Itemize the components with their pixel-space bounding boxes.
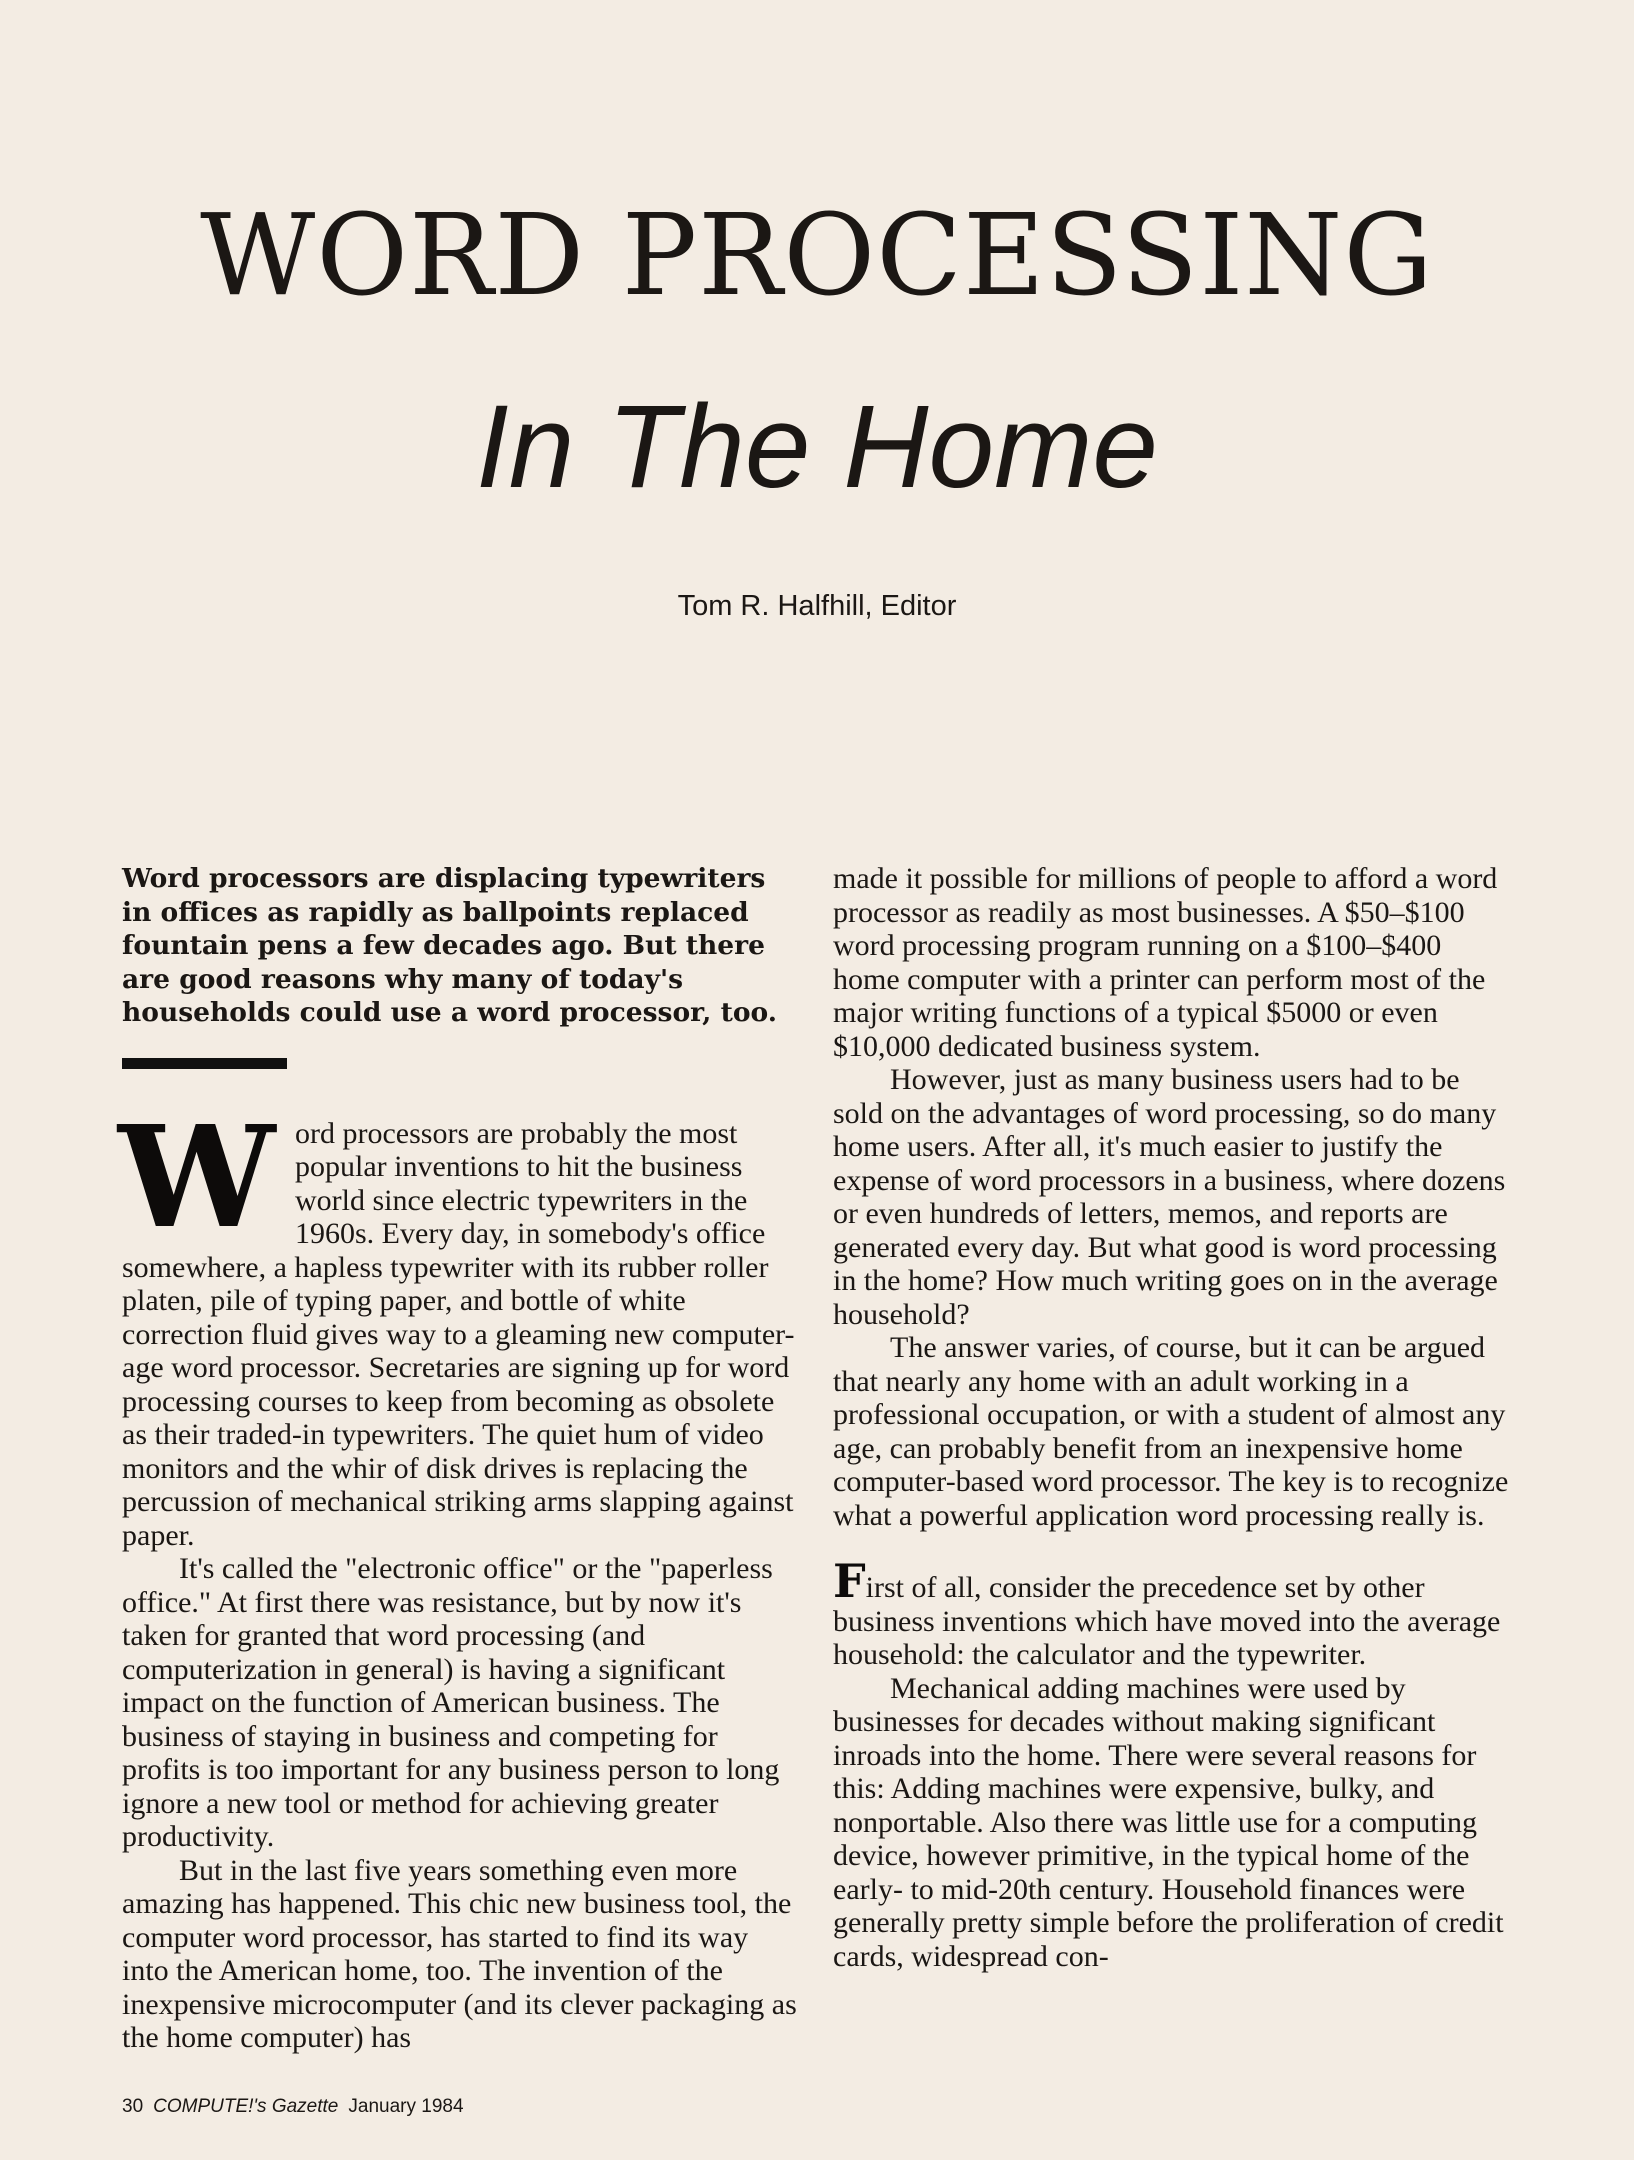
left-body (118, 1095, 802, 2055)
headline-subtitle: In The Home (475, 381, 1159, 513)
byline: Tom R. Halfhill, Editor (677, 590, 957, 622)
magazine-name: COMPUTE!'s Gazette (153, 2096, 339, 2117)
right-paragraph-4: First of all, consider the precedence set by other business inventions which have moved into the average household: the calculator and the typewriter. (833, 1554, 1501, 1671)
left-paragraph-3: But in the last five years something even more amazing has happened. This chic new business tool, the computer word processor, has started to find its way into the American home, too. The invention of the inexpensive microcomputer (and its clever packaging as the home computer) has (122, 1853, 797, 2054)
deck-rule-divider (122, 1058, 287, 1069)
left-paragraph-1: ord processors are probably the most popular inventions to hit the business world since electric typewriters in the 1960s. Every day, in somebody's office somewhere, a hapless typewriter with its rubber roller platen, pile of typing paper, and bottle of white correction fluid gives way to a gleaming new computer-age word processor. Secretaries are signing up for word processing courses to keep from becoming as obsolete as their traded-in typewriters. The quiet hum of video monitors and the whir of disk drives is replacing the percussion of mechanical striking arms slapping against paper. (122, 1116, 795, 1552)
issue-date: January 1984 (348, 2096, 464, 2117)
deck-intro: Word processors are displacing typewriters in offices as rapidly as ballpoints replaced fountain pens a few decades ago. But there are good reasons why many of today's households could use a word processor, too. (122, 863, 777, 1028)
page-number: 30 (122, 2096, 144, 2117)
dropcap-f: F (833, 1554, 866, 1608)
headline: WORD PROCESSING (200, 191, 1434, 321)
right-column (833, 862, 1513, 1973)
right-paragraph-2: However, just as many business users had to be sold on the advantages of word processing, so do many home users. After all, it's much easier to justify the expense of word processors in a business, where dozens or even hundreds of letters, memos, and reports are generated every day. But what good is word processing in the home? How much writing goes on in the average household? (833, 1063, 1506, 1331)
dropcap-w: W (118, 1095, 276, 1260)
page-footer (122, 2096, 464, 2118)
left-column (118, 862, 802, 2055)
right-paragraph-5: Mechanical adding machines were used by businesses for decades without making significant inroads into the home. There were several reasons for this: Adding machines were expensive, bulky, and nonportable. Also there was little use for a computing device, however primitive, in the typical home of the early- to mid-20th century. Household finances were generally pretty simple before the proliferation of credit cards, widespread con- (833, 1671, 1504, 1973)
right-paragraph-3: The answer varies, of course, but it can be argued that nearly any home with an adult working in a professional occupation, or with a student of almost any age, can probably benefit from an inexpensive home computer-based word processor. The key is to recognize what a powerful application word processing really is. (833, 1331, 1509, 1532)
right-paragraph-1: made it possible for millions of people to afford a word processor as readily as most businesses. A $50–$100 word processing program running on a $100–$400 home computer with a printer can perform most of the major writing functions of a typical $5000 or even $10,000 dedicated business system. (833, 862, 1498, 1063)
left-paragraph-2: It's called the "electronic office" or the "paperless office." At first there was resistance, but by now it's taken for granted that word processing (and computerization in general) is having a significant impact on the function of American business. The business of staying in business and competing for profits is too important for any business person to long ignore a new tool or method for achieving greater productivity. (122, 1552, 780, 1853)
